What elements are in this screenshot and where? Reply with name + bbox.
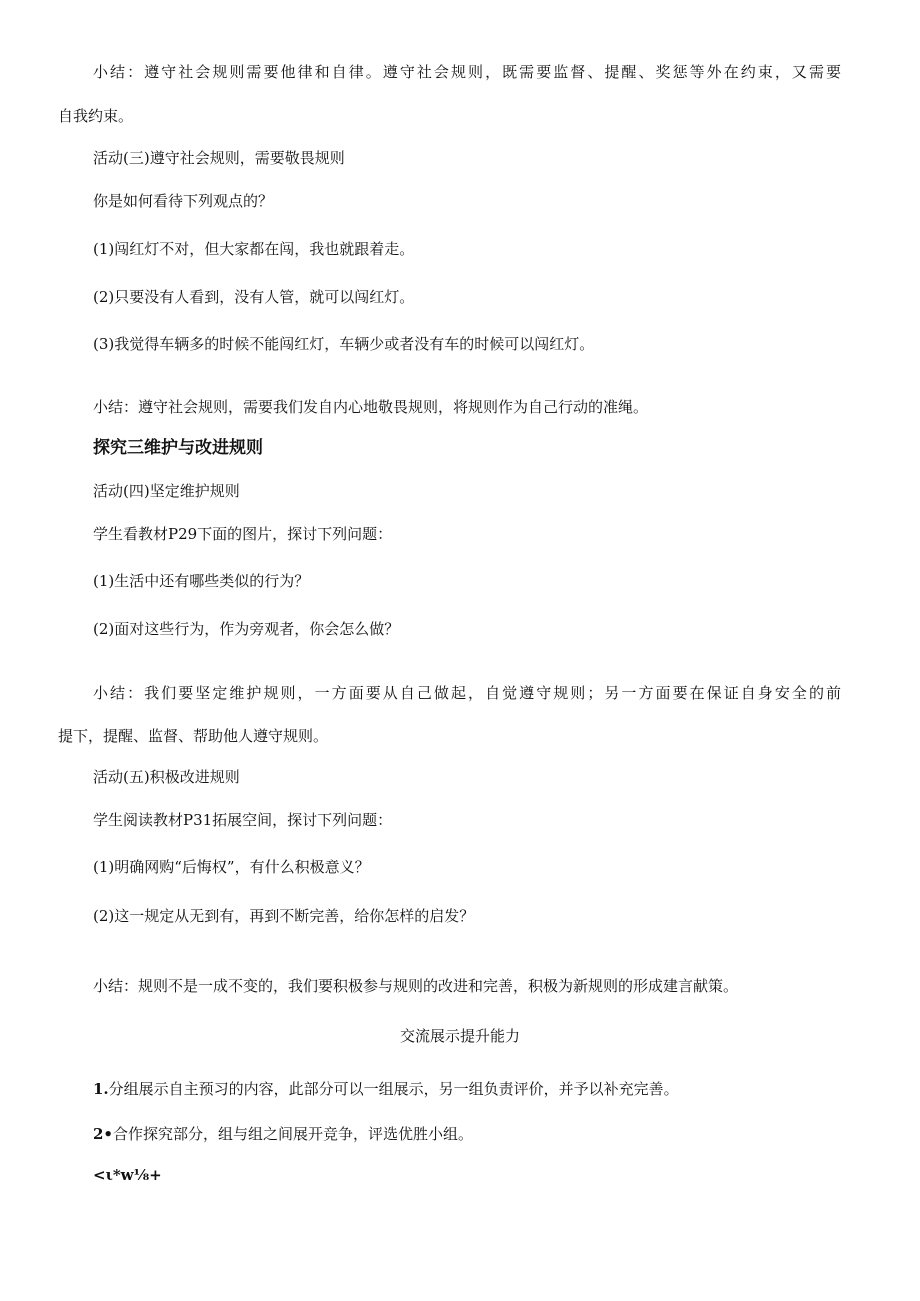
garbled-text: <ι*w⅛+ — [93, 1166, 162, 1184]
exchange-item-2 — [93, 1124, 473, 1144]
summary-3-line-1: 小结：我们要坚定维护规则，一方面要从自己做起，自觉遵守规则；另一方面要在保证自身安全的前 — [93, 684, 841, 702]
activity-3-item-2: (2)只要没有人看到，没有人管，就可以闯红灯。 — [93, 288, 415, 306]
summary-1-line-2: 自我约束。 — [58, 107, 134, 125]
section-3-heading: 探究三维护与改进规则 — [93, 438, 263, 458]
exchange-item-1-number: 1. — [93, 1080, 109, 1098]
activity-3-prompt: 你是如何看待下列观点的？ — [93, 192, 274, 210]
exchange-item-2-number: 2• — [93, 1125, 114, 1143]
activity-3-title: 活动(三)遵守社会规则，需要敬畏规则 — [93, 149, 345, 167]
activity-5-title: 活动(五)积极改进规则 — [93, 768, 240, 786]
summary-1-line-1: 小结：遵守社会规则需要他律和自律。遵守社会规则，既需要监督、提醒、奖惩等外在约束，又需要 — [93, 63, 841, 81]
activity-4-item-1: (1)生活中还有哪些类似的行为？ — [93, 572, 310, 590]
activity-4-prompt: 学生看教材P29下面的图片，探讨下列问题： — [93, 525, 393, 543]
activity-4-item-2: (2)面对这些行为，作为旁观者，你会怎么做？ — [93, 620, 400, 638]
exchange-heading: 交流展示提升能力 — [399, 1027, 520, 1045]
activity-4-title: 活动(四)坚定维护规则 — [93, 482, 240, 500]
activity-5-item-2: (2)这一规定从无到有，再到不断完善，给你怎样的启发？ — [93, 907, 475, 925]
summary-2: 小结：遵守社会规则，需要我们发自内心地敬畏规则，将规则作为自己行动的准绳。 — [93, 398, 649, 416]
summary-3-line-2: 提下，提醒、监督、帮助他人遵守规则。 — [58, 727, 329, 745]
summary-4: 小结：规则不是一成不变的，我们要积极参与规则的改进和完善，积极为新规则的形成建言献策。 — [93, 977, 739, 995]
activity-5-item-1: (1)明确网购“后悔权”，有什么积极意义？ — [93, 858, 370, 876]
activity-5-prompt: 学生阅读教材P31拓展空间，探讨下列问题： — [93, 811, 393, 829]
activity-3-item-1: (1)闯红灯不对，但大家都在闯，我也就跟着走。 — [93, 240, 415, 258]
activity-3-item-3: (3)我觉得车辆多的时候不能闯红灯，车辆少或者没有车的时候可以闯红灯。 — [93, 335, 595, 353]
exchange-item-2-text: 合作探究部分，组与组之间展开竞争，评选优胜小组。 — [113, 1125, 474, 1143]
exchange-item-1 — [93, 1079, 679, 1099]
exchange-item-1-text: 分组展示自主预习的内容，此部分可以一组展示，另一组负责评价，并予以补充完善。 — [108, 1080, 679, 1098]
